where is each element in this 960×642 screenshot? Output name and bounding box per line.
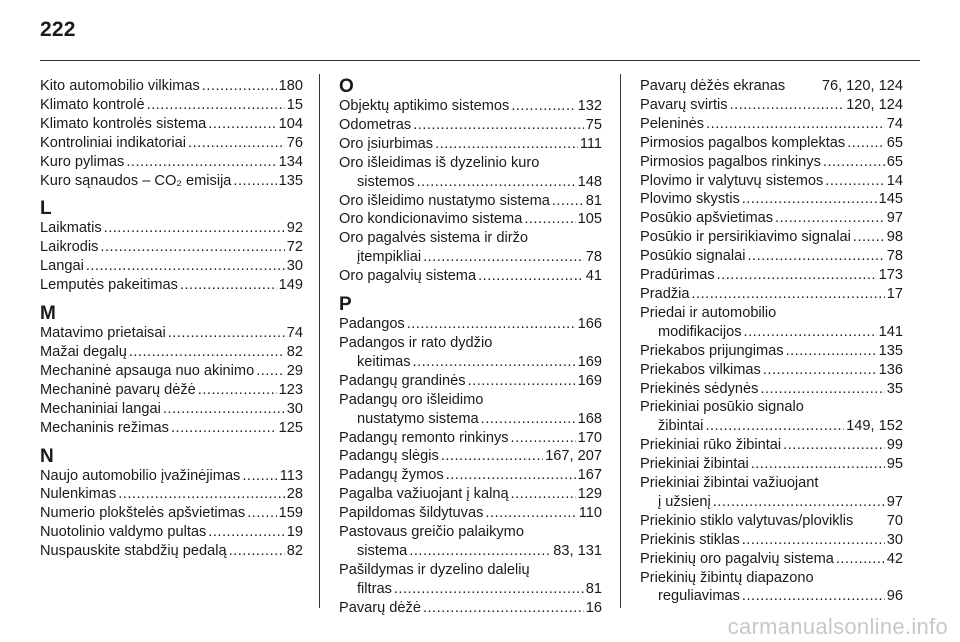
dot-leader (423, 599, 584, 618)
entry-term-continuation: į užsienį (658, 493, 711, 510)
entry-page-ref: 159 (278, 505, 303, 522)
dot-leader (705, 417, 844, 436)
index-entry (640, 512, 903, 531)
dot-leader (478, 267, 584, 286)
entry-term: Padangų slėgis (339, 448, 439, 465)
entry-page-ref: 76 (286, 134, 303, 151)
entry-page-ref: 111 (579, 135, 602, 152)
index-entry (40, 115, 303, 134)
index-entry (40, 96, 303, 115)
column-divider (319, 74, 320, 608)
entry-term: Padangos ir rato dydžio (339, 334, 493, 351)
entry-page-ref: 125 (278, 419, 303, 436)
header-rule (40, 60, 920, 61)
index-entry (40, 134, 303, 153)
entry-term: Posūkio signalai (640, 248, 746, 265)
index-entry (640, 266, 903, 285)
entry-page-ref: 72 (286, 239, 303, 256)
entry-term: Priekinio stiklo valytuvas/ploviklis (640, 512, 854, 529)
entry-page-ref: 173 (878, 267, 903, 284)
index-entry (640, 285, 903, 304)
entry-page-ref: 81 (585, 580, 602, 597)
dot-leader (180, 276, 277, 295)
entry-term: Priekinių oro pagalvių sistema (640, 550, 834, 567)
index-entry (40, 485, 303, 504)
entry-term: Pastovaus greičio palaikymo (339, 524, 524, 541)
dot-leader (188, 134, 285, 153)
entry-term: Nulenkimas (40, 486, 117, 503)
index-entry (40, 238, 303, 257)
index-entry (40, 172, 303, 191)
entry-term: Papildomas šildytuvas (339, 505, 484, 522)
index-entry (640, 398, 903, 436)
dot-leader (198, 381, 277, 400)
entry-page-ref: 166 (577, 316, 602, 333)
index-entry (339, 523, 602, 561)
index-entry (640, 455, 903, 474)
entry-term-continuation: keitimas (357, 353, 411, 370)
index-entry (339, 391, 602, 429)
dot-leader (423, 248, 584, 267)
entry-page-ref: 110 (578, 505, 602, 522)
entry-term: Pradžia (640, 285, 690, 302)
entry-term: Kuro sąnaudos – CO₂ emisija (40, 172, 232, 189)
entry-page-ref: 65 (886, 134, 903, 151)
entry-term: Priekiniai rūko žibintai (640, 437, 782, 454)
entry-page-ref: 135 (278, 172, 303, 189)
entry-page-ref: 92 (286, 220, 303, 237)
dot-leader (208, 523, 284, 542)
entry-term: Nuspauskite stabdžių pedalą (40, 543, 227, 560)
dot-leader (168, 324, 285, 343)
entry-term: Matavimo prietaisai (40, 325, 166, 342)
entry-page-ref: 149, 152 (846, 418, 903, 435)
dot-leader (713, 493, 885, 512)
entry-page-ref: 30 (286, 400, 303, 417)
entry-page-ref: 169 (577, 372, 602, 389)
index-entry (640, 228, 903, 247)
entry-page-ref: 96 (886, 588, 903, 605)
entry-term: Objektų aptikimo sistemos (339, 98, 510, 114)
entry-page-ref: 113 (279, 467, 303, 484)
entry-term: Pirmosios pagalbos komplektas (640, 134, 846, 151)
section-letter: N (40, 445, 54, 467)
entry-term: Padangų oro išleidimo (339, 391, 484, 408)
dot-leader (511, 429, 576, 448)
dot-leader (171, 419, 277, 438)
section-letter: L (40, 198, 52, 220)
entry-page-ref: 16 (585, 599, 602, 616)
entry-term: Plovimo skystis (640, 191, 740, 208)
index-entry (640, 77, 903, 96)
dot-leader (706, 115, 885, 134)
index-entry (339, 485, 602, 504)
entry-page-ref: 76, 120, 124 (821, 78, 903, 94)
entry-term: Priekabos vilkimas (640, 361, 761, 378)
index-entry (40, 381, 303, 400)
page-number: 222 (40, 18, 76, 41)
entry-term: Oro pagalvės sistema ir diržo (339, 230, 528, 247)
index-entry (640, 550, 903, 569)
entry-term: Priekinės sėdynės (640, 380, 759, 397)
entry-term: Priekinis stiklas (640, 531, 740, 548)
entry-page-ref: 120, 124 (846, 96, 903, 113)
entry-term: Oro išleidimas iš dyzelinio kuro (339, 154, 540, 171)
entry-term: Mechaninė apsauga nuo akinimo (40, 362, 255, 379)
index-entry (40, 276, 303, 295)
entry-page-ref: 82 (286, 543, 303, 560)
index-entry (40, 77, 303, 96)
index-entry (40, 153, 303, 172)
entry-page-ref: 74 (286, 325, 303, 342)
index-entry (40, 257, 303, 276)
dot-leader (823, 153, 885, 172)
index-entry (40, 504, 303, 523)
entry-term-continuation: žibintai (658, 418, 704, 435)
index-entry (640, 153, 903, 172)
dot-leader (691, 285, 884, 304)
entry-page-ref: 19 (286, 524, 303, 541)
entry-term: Priedai ir automobilio (640, 304, 777, 321)
index-entry (40, 219, 303, 238)
index-entry (339, 135, 602, 154)
entry-term-continuation: modifikacijos (658, 323, 742, 340)
entry-page-ref: 129 (577, 486, 602, 503)
index-entry (40, 542, 303, 561)
entry-term: Padangų remonto rinkinys (339, 429, 509, 446)
entry-page-ref: 70 (886, 512, 903, 529)
section-letter: P (339, 294, 352, 316)
entry-page-ref: 167, 207 (545, 448, 602, 465)
entry-page-ref: 82 (286, 343, 303, 360)
dot-leader (760, 380, 884, 399)
dot-leader (847, 134, 885, 153)
index-entry (40, 467, 303, 486)
entry-term: Pavarų dėžė (339, 599, 421, 616)
entry-page-ref: 97 (886, 493, 903, 510)
index-entry (339, 229, 602, 267)
entry-term: Oro įsiurbimas (339, 135, 434, 152)
dot-leader (435, 135, 578, 154)
entry-page-ref: 180 (278, 78, 303, 94)
dot-leader (100, 238, 284, 257)
dot-leader (783, 436, 885, 455)
entry-term-continuation: filtras (357, 580, 392, 597)
entry-page-ref: 35 (886, 380, 903, 397)
dot-leader (86, 257, 285, 276)
entry-page-ref: 98 (886, 229, 903, 246)
dot-leader (104, 219, 285, 238)
entry-term: Priekinių žibintų diapazono (640, 569, 814, 586)
entry-term: Priekiniai žibintai važiuojant (640, 475, 819, 492)
dot-leader (229, 542, 285, 561)
entry-term: Padangų žymos (339, 467, 444, 484)
index-entry (40, 400, 303, 419)
dot-leader (786, 342, 877, 361)
entry-term: Lemputės pakeitimas (40, 277, 178, 294)
dot-leader (417, 173, 576, 192)
dot-leader (413, 116, 584, 135)
entry-term: Posūkio apšvietimas (640, 210, 774, 227)
entry-term-continuation: reguliavimas (658, 588, 740, 605)
entry-page-ref: 132 (577, 98, 602, 114)
index-entry (339, 192, 602, 211)
dot-leader (129, 343, 285, 362)
entry-term: Mechaninė pavarų dėžė (40, 381, 196, 398)
entry-page-ref: 41 (585, 268, 602, 285)
index-entry (640, 569, 903, 607)
entry-term: Pavarų svirtis (640, 96, 728, 113)
dot-leader (409, 542, 551, 561)
entry-page-ref: 81 (585, 192, 602, 209)
entry-term: Peleninės (640, 115, 705, 132)
entry-page-ref: 75 (585, 116, 602, 133)
entry-term: Padangų grandinės (339, 372, 466, 389)
entry-term-continuation: sistemos (357, 173, 415, 190)
index-entry (640, 342, 903, 361)
index-column-2 (339, 77, 602, 618)
entry-term: Oro pagalvių sistema (339, 268, 477, 285)
entry-term: Naujo automobilio įvažinėjimas (40, 467, 241, 484)
entry-term: Mažai degalų (40, 343, 127, 360)
entry-term: Pradūrimas (640, 267, 715, 284)
entry-page-ref: 134 (278, 153, 303, 170)
section-letter: O (339, 76, 354, 97)
entry-page-ref: 136 (878, 361, 903, 378)
index-entry (339, 154, 602, 192)
index-entry (640, 474, 903, 512)
entry-page-ref: 78 (886, 248, 903, 265)
entry-page-ref: 135 (878, 342, 903, 359)
entry-page-ref: 168 (577, 410, 602, 427)
entry-term: Numerio plokštelės apšvietimas (40, 505, 246, 522)
entry-page-ref: 169 (577, 353, 602, 370)
index-column-1 (40, 77, 303, 561)
dot-leader (126, 153, 276, 172)
entry-page-ref: 30 (886, 531, 903, 548)
index-entry (640, 96, 903, 115)
dot-leader (407, 315, 576, 334)
entry-term: Kuro pylimas (40, 153, 125, 170)
dot-leader (552, 192, 584, 211)
dot-leader (446, 466, 576, 485)
entry-page-ref: 17 (886, 285, 903, 302)
dot-leader (481, 410, 576, 429)
entry-term: Pašildymas ir dyzelino dalelių (339, 561, 530, 578)
index-entry (640, 380, 903, 399)
entry-term: Oro išleidimo nustatymo sistema (339, 192, 550, 209)
dot-leader (147, 96, 285, 115)
entry-term: Kontroliniai indikatoriai (40, 134, 187, 151)
index-entry (339, 504, 602, 523)
entry-term-continuation: įtempikliai (357, 249, 422, 266)
dot-leader (775, 209, 885, 228)
index-entry (339, 267, 602, 286)
dot-leader (742, 531, 885, 550)
entry-page-ref: 148 (577, 173, 602, 190)
index-entry (339, 599, 602, 618)
entry-page-ref: 15 (286, 96, 303, 113)
index-entry (640, 247, 903, 266)
entry-term: Nuotolinio valdymo pultas (40, 524, 207, 541)
index-entry (40, 419, 303, 438)
entry-page-ref: 83, 131 (553, 542, 602, 559)
dot-leader (208, 115, 276, 134)
dot-leader (242, 467, 277, 486)
entry-page-ref: 149 (278, 277, 303, 294)
entry-term: Mechaninis režimas (40, 419, 169, 436)
index-entry (40, 343, 303, 362)
dot-leader (730, 96, 845, 115)
entry-page-ref: 145 (878, 191, 903, 208)
dot-leader (511, 97, 575, 116)
entry-page-ref: 104 (278, 115, 303, 132)
dot-leader (751, 455, 885, 474)
index-entry (339, 210, 602, 229)
index-entry (339, 334, 602, 372)
dot-leader (256, 362, 285, 381)
column-divider (620, 74, 621, 608)
index-entry (640, 209, 903, 228)
dot-leader (747, 247, 884, 266)
entry-term-continuation: nustatymo sistema (357, 410, 479, 427)
index-entry (640, 436, 903, 455)
entry-page-ref: 14 (886, 172, 903, 189)
entry-term: Pavarų dėžės ekranas (640, 78, 786, 94)
index-column-3 (640, 77, 903, 606)
dot-leader (202, 77, 277, 96)
index-entry (640, 304, 903, 342)
index-entry (40, 523, 303, 542)
entry-page-ref: 105 (577, 211, 602, 228)
entry-term: Laikrodis (40, 239, 99, 256)
entry-page-ref: 141 (878, 323, 903, 340)
entry-page-ref: 167 (577, 467, 602, 484)
entry-term: Laikmatis (40, 220, 102, 237)
dot-leader (394, 580, 584, 599)
dot-leader (853, 228, 885, 247)
index-entry (339, 561, 602, 599)
entry-term: Mechaniniai langai (40, 400, 161, 417)
dot-leader (511, 485, 576, 504)
index-entry (339, 372, 602, 391)
entry-page-ref: 30 (286, 258, 303, 275)
index-entry (339, 315, 602, 334)
index-entry (640, 531, 903, 550)
index-entry (339, 429, 602, 448)
watermark: carmanualsonline.info (727, 614, 948, 639)
dot-leader (468, 372, 576, 391)
index-entry (339, 97, 602, 116)
entry-term-continuation: sistema (357, 542, 408, 559)
section-letter: M (40, 303, 56, 325)
entry-page-ref: 29 (286, 362, 303, 379)
entry-term: Priekabos prijungimas (640, 342, 784, 359)
entry-term: Pirmosios pagalbos rinkinys (640, 153, 821, 170)
dot-leader (413, 353, 576, 372)
index-entry (339, 116, 602, 135)
dot-leader (763, 361, 877, 380)
dot-leader (485, 504, 576, 523)
entry-page-ref: 97 (886, 210, 903, 227)
entry-page-ref: 170 (577, 429, 602, 446)
index-entry (339, 466, 602, 485)
dot-leader (247, 504, 276, 523)
entry-page-ref: 65 (886, 153, 903, 170)
entry-page-ref: 28 (286, 486, 303, 503)
entry-page-ref: 74 (886, 115, 903, 132)
dot-leader (742, 190, 877, 209)
dot-leader (825, 172, 884, 191)
entry-term: Oro kondicionavimo sistema (339, 211, 523, 228)
dot-leader (717, 266, 877, 285)
index-entry (640, 172, 903, 191)
entry-term: Langai (40, 258, 84, 275)
dot-leader (163, 400, 285, 419)
index-entry (640, 134, 903, 153)
dot-leader (836, 550, 885, 569)
index-entry (640, 190, 903, 209)
dot-leader (742, 587, 885, 606)
dot-leader (118, 485, 285, 504)
index-entry (40, 324, 303, 343)
entry-term: Klimato kontrolė (40, 96, 145, 113)
entry-term: Priekiniai žibintai (640, 456, 749, 473)
entry-page-ref: 99 (886, 437, 903, 454)
entry-term: Odometras (339, 116, 412, 133)
entry-term: Posūkio ir persirikiavimo signalai (640, 229, 851, 246)
entry-page-ref: 123 (278, 381, 303, 398)
entry-page-ref: 78 (585, 249, 602, 266)
entry-term: Pagalba važiuojant į kalną (339, 486, 509, 503)
dot-leader (441, 447, 543, 466)
entry-page-ref: 95 (886, 456, 903, 473)
dot-leader (233, 172, 276, 191)
entry-page-ref: 42 (886, 550, 903, 567)
dot-leader (744, 323, 877, 342)
entry-term: Plovimo ir valytuvų sistemos (640, 172, 824, 189)
entry-term: Padangos (339, 316, 405, 333)
entry-term: Klimato kontrolės sistema (40, 115, 207, 132)
index-entry (40, 362, 303, 381)
entry-term: Kito automobilio vilkimas (40, 78, 200, 94)
entry-term: Priekiniai posūkio signalo (640, 399, 804, 416)
index-entry (640, 361, 903, 380)
dot-leader (524, 210, 575, 229)
index-entry (339, 447, 602, 466)
index-entry (640, 115, 903, 134)
